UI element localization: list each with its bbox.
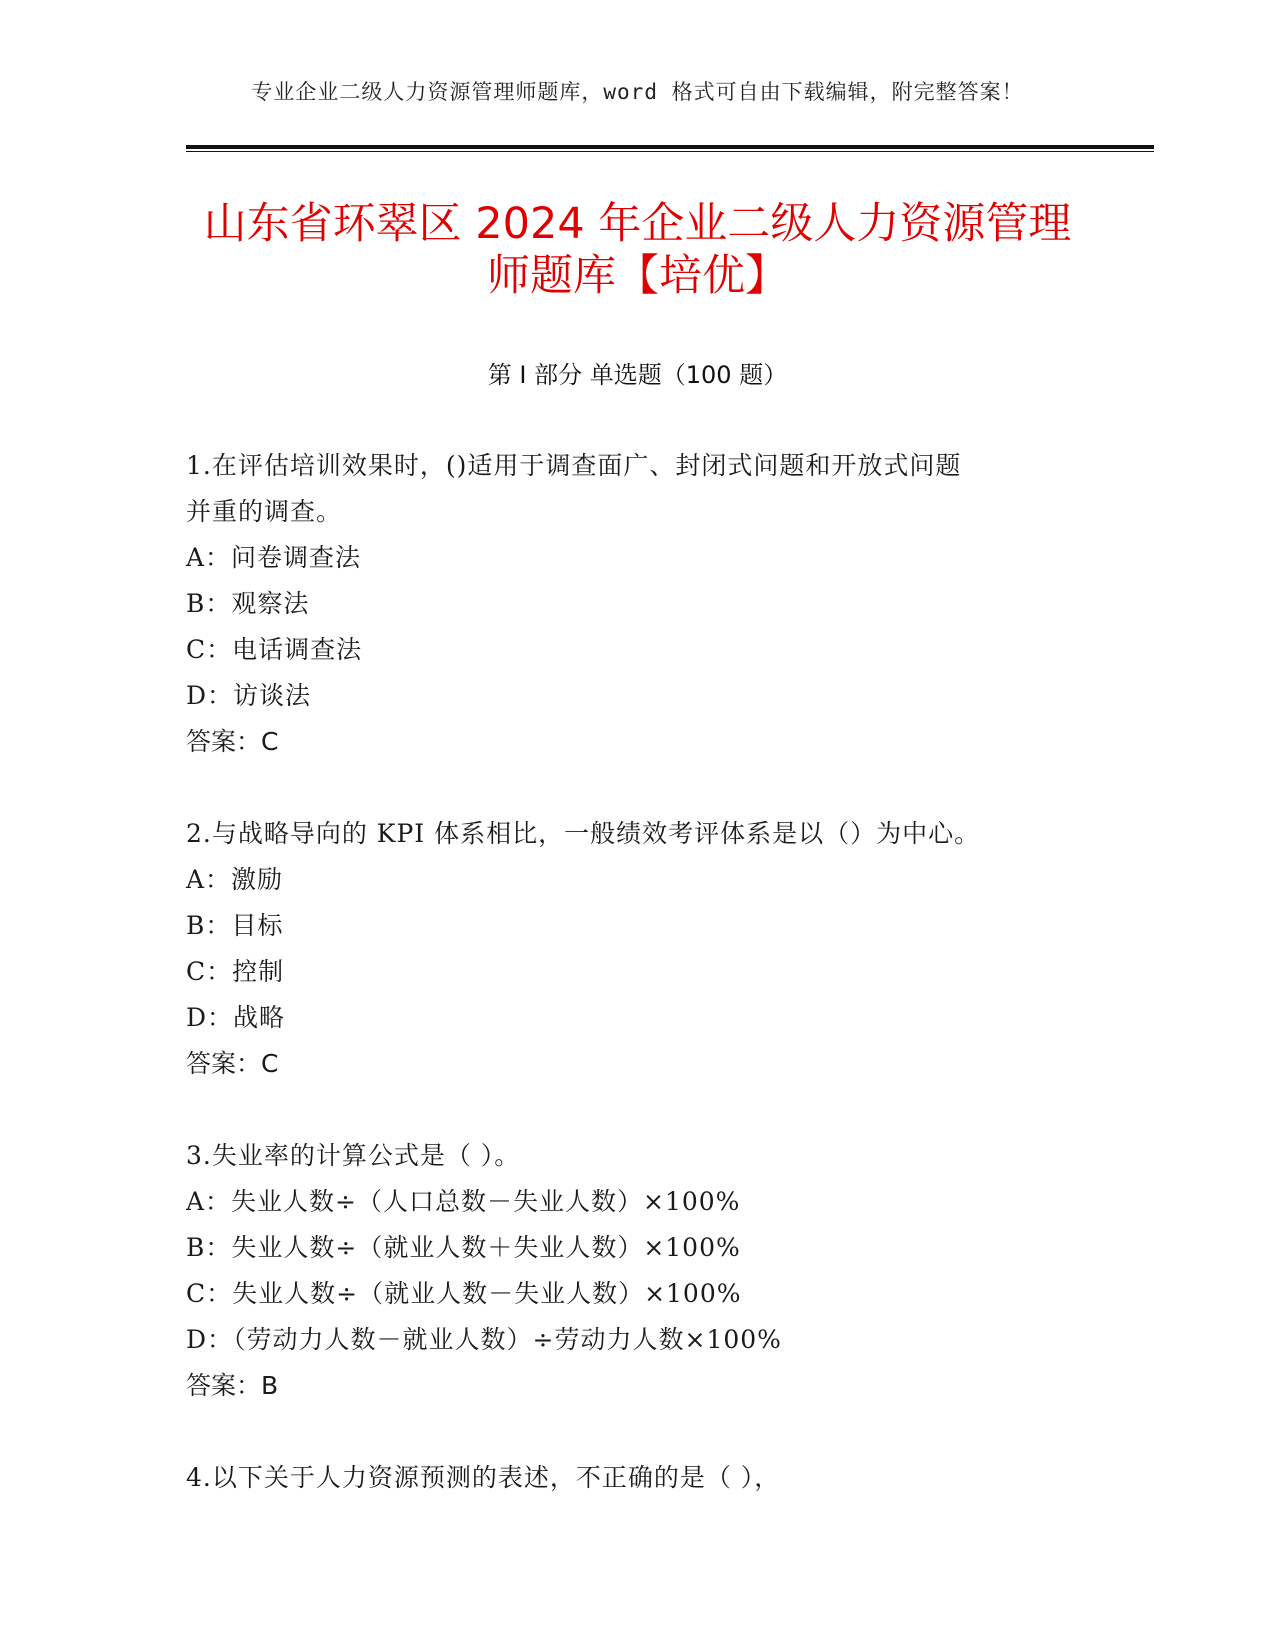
question-list (186, 443, 1086, 1547)
option-c: C：电话调查法 (186, 635, 363, 664)
header-divider-thin (186, 151, 1154, 152)
document-title (0, 198, 1275, 302)
question-stem: 3.失业率的计算公式是（ ）。 (186, 1141, 521, 1170)
header-note: 专业企业二级人力资源管理师题库，word 格式可自由下载编辑，附完整答案！ (251, 80, 1024, 104)
option-d: D：访谈法 (186, 681, 312, 710)
option-d: D：（劳动力人数－就业人数）÷劳动力人数×100% (186, 1325, 782, 1354)
option-d: D：战略 (186, 1003, 286, 1032)
header-divider-thick (186, 145, 1154, 149)
question-1 (186, 443, 1086, 765)
option-a: A：激励 (186, 865, 284, 894)
question-stem: 1.在评估培训效果时，()适用于调查面广、封闭式问题和开放式问题 (186, 451, 962, 480)
question-2 (186, 811, 1086, 1087)
question-stem: 2.与战略导向的 KPI 体系相比，一般绩效考评体系是以（）为中心。 (186, 819, 981, 848)
question-stem: 4.以下关于人力资源预测的表述，不正确的是（ ）， (186, 1463, 781, 1492)
answer: 答案：C (186, 727, 279, 756)
option-c: C：控制 (186, 957, 285, 986)
title-line-2: 师题库【培优】 (487, 251, 788, 301)
option-b: B：观察法 (186, 589, 310, 618)
section-title: 第 I 部分 单选题（100 题） (487, 361, 788, 389)
title-line-1: 山东省环翠区 2024 年企业二级人力资源管理 (203, 199, 1072, 249)
option-c: C：失业人数÷（就业人数－失业人数）×100% (186, 1279, 742, 1308)
answer: 答案：C (186, 1049, 279, 1078)
option-b: B：失业人数÷（就业人数＋失业人数）×100% (186, 1233, 741, 1262)
question-3 (186, 1133, 1086, 1409)
question-stem-continued: 并重的调查。 (186, 497, 343, 526)
answer: 答案：B (186, 1371, 279, 1400)
option-a: A：失业人数÷（人口总数－失业人数）×100% (186, 1187, 741, 1216)
option-b: B：目标 (186, 911, 284, 940)
question-4 (186, 1455, 1086, 1501)
option-a: A：问卷调查法 (186, 543, 362, 572)
